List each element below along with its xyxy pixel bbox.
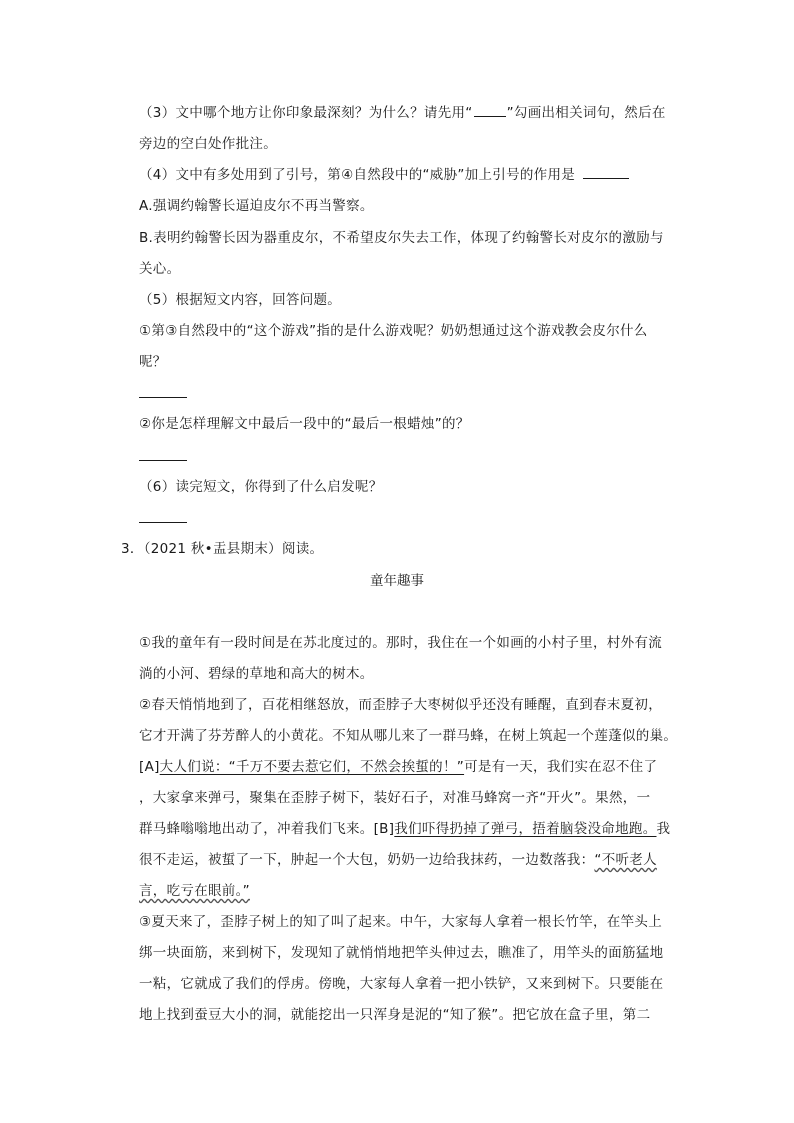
passage-p3-line3: 一粘，它就成了我们的俘虏。傍晚，大家每人拿着一把小铁铲，又来到树下。只要能在 [139, 976, 664, 992]
q2-sub5-heading: （5）根据短文内容，回答问题。 [139, 292, 342, 308]
q2-sub5-q1-line2: 呢？ [139, 354, 167, 370]
passage-p2-line2: 它才开满了芬芳醉人的小黄花。不知从哪儿来了一群马蜂，在树上筑起一个莲蓬似的巢。 [139, 728, 678, 744]
passage-p3-line1: ③夏天来了，歪脖子树上的知了叫了起来。中午，大家每人拿着一根长竹竿，在竿头上 [139, 914, 663, 930]
q2-sub3-text-b: ”勾画出相关词句，然后在 [506, 105, 666, 121]
q2-sub3-line2: 旁边的空白处作批注。 [139, 136, 277, 152]
q2-sub4-text: （4）文中有多处用到了引号，第④自然段中的“威胁”加上引号的作用是 [139, 167, 576, 183]
passage-p3-line4: 地上找到蚕豆大小的洞，就能挖出一只浑身是泥的“知了猴”。把它放在盒子里，第二 [139, 1007, 651, 1023]
q2-sub4-option-a: A.强调约翰警长逼迫皮尔不再当警察。 [139, 198, 374, 214]
wavy-underlined-quote-b: 言，吃亏在眼前。” [139, 883, 250, 899]
q3-header: 3．（2021 秋•盂县期末）阅读。 [121, 541, 324, 557]
q2-sub6-answer-blank[interactable] [139, 522, 187, 523]
passage-p2-line5-end: 我 [656, 821, 671, 837]
passage-p1-line1: ①我的童年有一段时间是在苏北度过的。那时，我住在一个如画的小村子里，村外有流 [139, 635, 663, 651]
q2-sub4-answer-blank[interactable] [583, 166, 629, 179]
passage-p1-line2: 淌的小河、碧绿的草地和高大的树木。 [139, 666, 374, 682]
passage-p2-line6-start: 很不走运，被蜇了一下，肿起一个大包，奶奶一边给我抹药，一边数落我： [139, 852, 595, 868]
passage-p2-line3 [139, 757, 657, 777]
q2-sub5-q1-line1: ①第③自然段中的“这个游戏”指的是什么游戏呢？奶奶想通过这个游戏教会皮尔什么 [139, 323, 648, 339]
passage-p2-line5 [139, 819, 670, 839]
wavy-underlined-quote-a: “不听老人 [594, 852, 657, 868]
passage-p2-line5-start: 群马蜂嗡嗡地出动了，冲着我们飞来。[B] [139, 821, 395, 837]
q2-sub4-question [139, 165, 629, 185]
q2-sub5-q2-line1: ②你是怎样理解文中最后一段中的“最后一根蜡烛”的？ [139, 416, 470, 432]
passage-p2-line6 [139, 850, 657, 870]
passage-p2-line4: ，大家拿来弹弓，聚集在歪脖子树下，装好石子，对准马蜂窝一齐“开火”。果然，一 [139, 790, 651, 806]
marker-a: [A] [139, 759, 160, 775]
q2-sub4-option-b-line2: 关心。 [139, 261, 181, 277]
q2-sub3-line1 [139, 103, 666, 123]
passage-title: 童年趣事 [370, 573, 424, 589]
passage-p3-line2: 绑一块面筋，来到树下，发现知了就悄悄地把竿头伸过去，瞧准了，用竿头的面筋猛地 [139, 945, 664, 961]
q2-sub4-option-b-line1: B.表明约翰警长因为器重皮尔，不希望皮尔失去工作，体现了约翰警长对皮尔的激励与 [139, 230, 664, 246]
underline-symbol-blank [474, 104, 506, 117]
q2-sub5-q2-answer-blank[interactable] [139, 460, 187, 461]
passage-p2-line7 [139, 881, 250, 901]
passage-p2-line1: ②春天悄悄地到了，百花相继怒放，而歪脖子大枣树似乎还没有睡醒，直到春末夏初， [139, 697, 663, 713]
q2-sub3-text-a: （3）文中哪个地方让你印象最深刻？为什么？请先用“ [139, 105, 473, 121]
q2-sub6-question: （6）读完短文，你得到了什么启发呢？ [139, 479, 383, 495]
passage-p2-line3-rest: 可是有一天，我们实在忍不住了 [464, 759, 658, 775]
q2-sub5-q1-answer-blank[interactable] [139, 397, 187, 398]
underlined-sentence-b: 我们吓得扔掉了弹弓，捂着脑袋没命地跑。 [394, 821, 657, 837]
underlined-sentence-a: 大人们说：“千万不要去惹它们，不然会挨蜇的！” [159, 759, 465, 775]
